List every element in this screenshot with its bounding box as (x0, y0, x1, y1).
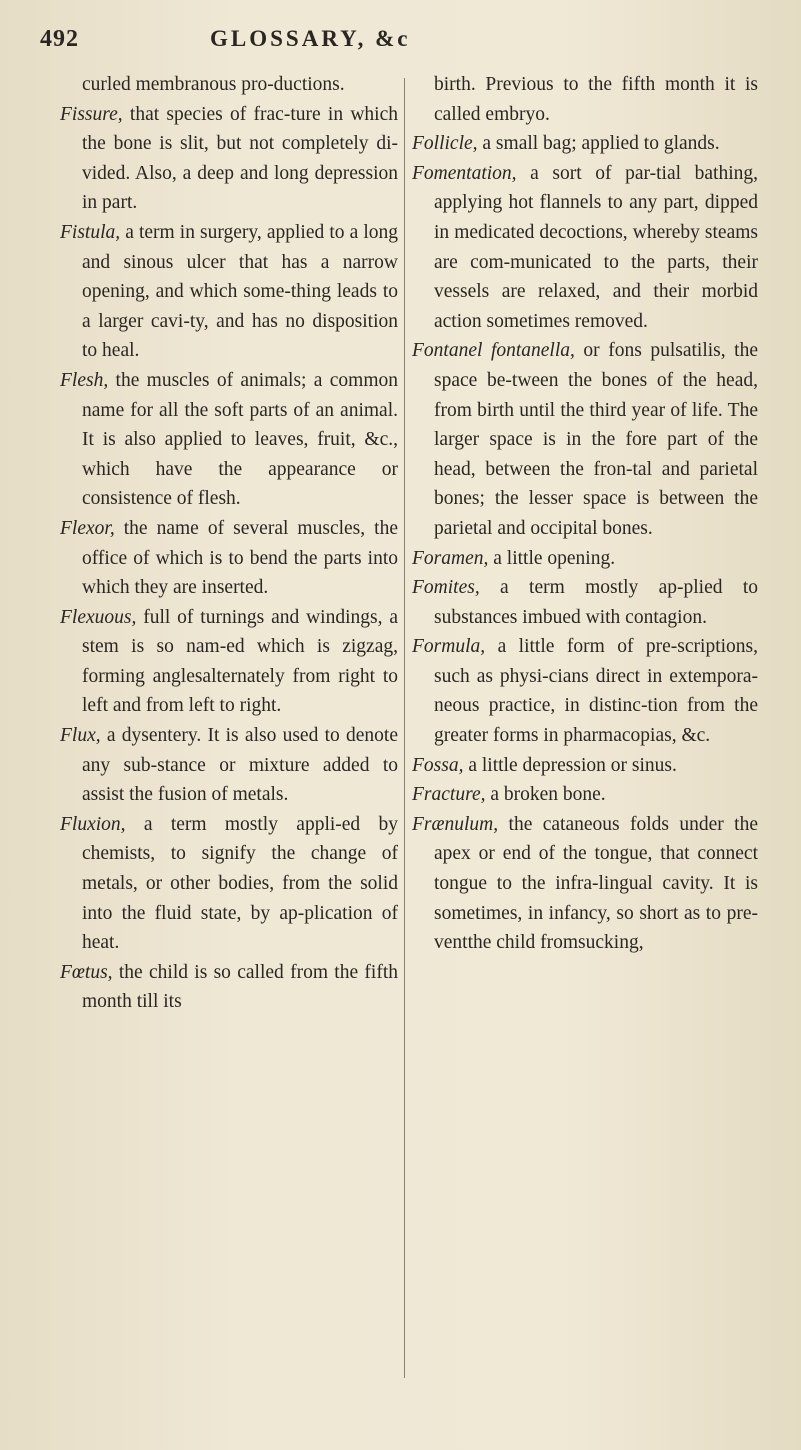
entry-headword: Fluxion, (60, 813, 126, 835)
entry-definition: curled membranous pro-ductions. (82, 74, 345, 95)
page-number: 492 (40, 26, 79, 52)
glossary-entry (412, 573, 758, 632)
entry-definition: a term mostly appli-ed by chemists, to signify the change of metals, or other bodies, from the solid into the fluid state, by ap-plication of heat. (82, 813, 398, 954)
running-head: GLOSSARY, &c (210, 26, 411, 51)
entry-definition: a little form of pre-scriptions, such as physi-cians direct in extempora-neous practice, in distinc-tion from the greater forms in pharmacopias, &c. (434, 636, 758, 747)
glossary-entry (412, 780, 758, 810)
glossary-entry (412, 159, 758, 337)
entry-definition: a small bag; applied to glands. (477, 133, 720, 155)
glossary-entry (60, 958, 398, 1017)
entry-definition: the name of several muscles, the office of which is to bend the parts into which they are inserted. (82, 517, 398, 599)
glossary-entry (412, 810, 758, 958)
entry-headword: Fomites, (412, 577, 480, 599)
entry-headword: Flesh, (60, 369, 109, 391)
entry-headword: Fœtus, (60, 961, 113, 983)
glossary-entry (412, 751, 758, 781)
entry-definition: that species of frac-ture in which the bone is slit, but not completely di-vided. Also, a deep and long depression in part. (82, 103, 398, 214)
entry-headword: Flexuous, (60, 606, 137, 628)
glossary-entry (60, 603, 398, 721)
glossary-entry (412, 632, 758, 750)
page-header (40, 26, 760, 66)
glossary-entry (60, 218, 398, 366)
entry-headword: Fracture, (412, 784, 486, 806)
glossary-entry (60, 100, 398, 218)
entry-definition: or fons pulsatilis, the space be-tween the bones of the head, from birth until the third year of life. The larger space is in the fore part of the head, between the fron-tal and parietal bones; the lesser space is between the parietal and occipital bones. (434, 340, 758, 539)
entry-headword: Fomentation, (412, 162, 517, 184)
entry-definition: a dysentery. It is also used to denote any sub-stance or mixture added to assist the fusion of metals. (82, 725, 398, 806)
glossary-entry (412, 70, 758, 129)
right-column (412, 70, 758, 958)
entry-definition: a broken bone. (485, 784, 606, 806)
entry-headword: Fissure, (60, 103, 123, 125)
entry-headword: Frænulum, (412, 813, 499, 835)
entry-headword: Follicle, (412, 133, 478, 155)
glossary-entry (412, 336, 758, 543)
glossary-entry (60, 810, 398, 958)
glossary-entry (412, 544, 758, 574)
entry-definition: the cataneous folds under the apex or end of the tongue, that connect tongue to the infra-lingual cavity. It is sometimes, in infancy, so short as to pre-ventthe child fromsucking, (434, 813, 758, 954)
glossary-entry (412, 129, 758, 159)
entry-definition: the child is so called from the fifth month till its (82, 961, 398, 1013)
entry-definition: the muscles of animals; a common name for all the soft parts of an animal. It is also applied to leaves, fruit, &c., which have the appearance or consistence of flesh. (82, 369, 398, 510)
entry-headword: Fistula, (60, 221, 121, 243)
entry-headword: Formula, (412, 636, 486, 658)
entry-definition: a sort of par-tial bathing, applying hot flannels to any part, dipped in medicated decoctions, whereby steams are com-municated to the parts, their vessels are relaxed, and their morbid action sometimes removed. (434, 162, 758, 332)
glossary-entry (60, 721, 398, 810)
entry-headword: Fontanel fontanella, (412, 340, 575, 362)
entry-headword: Fossa, (412, 754, 464, 776)
entry-definition: a little depression or sinus. (463, 754, 677, 776)
glossary-entry (60, 70, 398, 100)
entry-headword: Foramen, (412, 547, 489, 569)
left-column (60, 70, 398, 1017)
entry-definition: a term in surgery, applied to a long and sinous ulcer that has a narrow opening, and which some-thing leads to a larger cavi-ty, and has no disposition to heal. (82, 221, 398, 362)
entry-definition: birth. Previous to the fifth month it is called embryo. (434, 74, 758, 125)
column-divider (404, 78, 405, 1378)
entry-definition: full of turnings and windings, a stem is so nam-ed which is zigzag, forming anglesalternately from right to left and from left to right. (82, 606, 398, 717)
entry-headword: Flexor, (60, 517, 115, 539)
glossary-entry (60, 514, 398, 603)
entry-headword: Flux, (60, 725, 101, 747)
entry-definition: a term mostly ap-plied to substances imbued with contagion. (434, 577, 758, 628)
entry-definition: a little opening. (488, 547, 616, 569)
glossary-entry (60, 366, 398, 514)
